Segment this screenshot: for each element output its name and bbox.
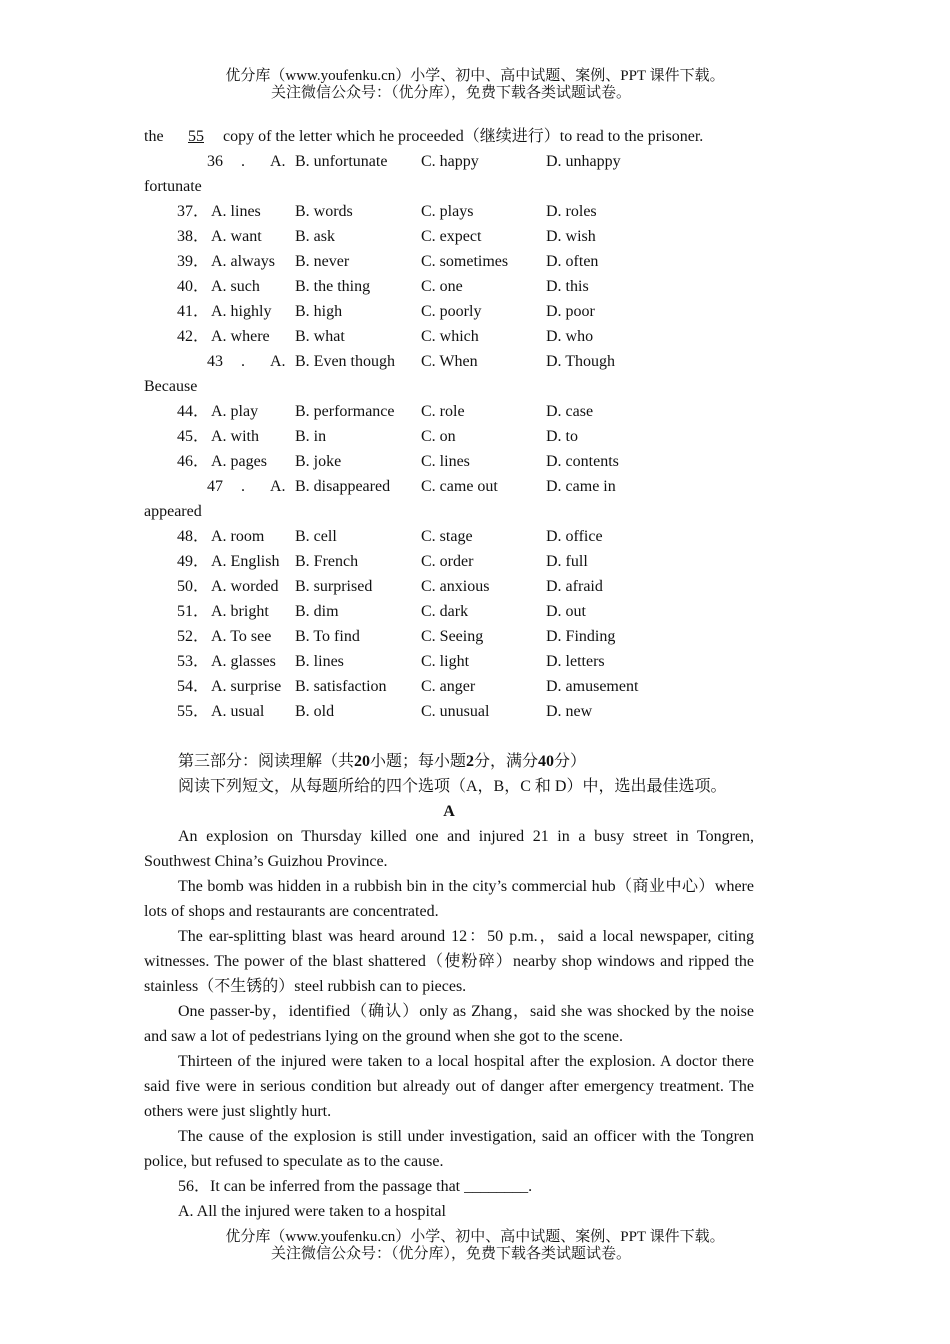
option-a-word: fortunate — [144, 178, 202, 195]
option-b: B. dim — [295, 603, 339, 620]
document-body — [144, 124, 754, 1224]
question-dot: . — [241, 478, 245, 495]
passage-paragraph: The cause of the explosion is still under investigation, said an officer with the Tongren police, but refused to speculate as to the cause. — [144, 1128, 754, 1170]
question-group-37-42 — [144, 199, 754, 349]
passage-paragraph: The bomb was hidden in a rubbish bin in the city’s commercial hub（商业中心）where lots of shops and restaurants are concentrated. — [144, 878, 754, 920]
question-row — [144, 599, 754, 624]
option-a: A. English — [211, 553, 280, 570]
question-43-wrap — [144, 374, 754, 399]
option-b: B. old — [295, 703, 335, 720]
option-c: C. Seeing — [421, 628, 484, 645]
option-a: A. To see — [211, 628, 272, 645]
option-b: B. French — [295, 553, 359, 570]
passage-paragraph: One passer-by，identified（确认）only as Zhang，said she was shocked by the noise and saw a lot of pedestrians lying on the ground when she got to the scene. — [144, 1003, 754, 1045]
question-36 — [144, 149, 754, 174]
option-d: D. office — [546, 528, 603, 545]
page-footer — [0, 1229, 950, 1263]
option-a: A. glasses — [211, 653, 276, 670]
option-a: A. room — [211, 528, 265, 545]
option-c: C. unusual — [421, 703, 490, 720]
spacer — [144, 724, 754, 749]
question-number: 36 — [207, 153, 223, 170]
question-56-option-a: A. All the injured were taken to a hospital — [178, 1203, 446, 1220]
question-number: 55． — [177, 703, 210, 720]
section-3-title: 第三部分：阅读理解（共20小题；每小题2分，满分40分） — [178, 753, 587, 770]
option-d: D. often — [546, 253, 599, 270]
option-c: C. poorly — [421, 303, 482, 320]
question-row — [144, 449, 754, 474]
option-d: D. roles — [546, 203, 597, 220]
option-d: D. new — [546, 703, 593, 720]
option-a: A. want — [211, 228, 262, 245]
question-number: 41． — [177, 303, 210, 320]
question-36-wrap — [144, 174, 754, 199]
option-d: D. Though — [546, 353, 616, 370]
option-a-label: A. — [270, 353, 286, 370]
header-line-2: 关注微信公众号：（优分库），免费下载各类试题试卷。 — [270, 85, 631, 101]
option-d: D. to — [546, 428, 578, 445]
option-c: C. expect — [421, 228, 482, 245]
option-c: C. order — [421, 553, 474, 570]
option-c: C. plays — [421, 203, 474, 220]
question-number: 38． — [177, 228, 210, 245]
option-b: B. joke — [295, 453, 342, 470]
question-43 — [144, 349, 754, 374]
footer-line-1: 优分库（www.youfenku.cn）小学、初中、高中试题、案例、PPT 课件下载。 — [225, 1229, 725, 1245]
option-c: C. stage — [421, 528, 473, 545]
question-number: 51． — [177, 603, 210, 620]
passage-title: A — [443, 803, 455, 820]
question-number: 42． — [177, 328, 210, 345]
option-b: B. Even though — [295, 353, 395, 370]
option-b: B. performance — [295, 403, 395, 420]
option-a: A. surprise — [211, 678, 282, 695]
option-a: A. usual — [211, 703, 265, 720]
option-a: A. bright — [211, 603, 269, 620]
question-row — [144, 549, 754, 574]
option-a: A. always — [211, 253, 275, 270]
option-d: D. Finding — [546, 628, 616, 645]
option-b: B. cell — [295, 528, 337, 545]
question-dot: . — [241, 353, 245, 370]
question-number: 48． — [177, 528, 210, 545]
option-a: A. where — [211, 328, 270, 345]
option-a: A. play — [211, 403, 259, 420]
question-row — [144, 574, 754, 599]
question-number: 44． — [177, 403, 210, 420]
option-d: D. who — [546, 328, 594, 345]
passage-paragraph: Thirteen of the injured were taken to a local hospital after the explosion. A doctor there said five were in serious condition but already out of danger after emergency treatment. The others were just slightly hurt. — [144, 1053, 754, 1120]
question-number: 49． — [177, 553, 210, 570]
option-c: C. sometimes — [421, 253, 509, 270]
option-b: B. To find — [295, 628, 360, 645]
page-header — [0, 68, 950, 102]
option-d: D. afraid — [546, 578, 603, 595]
option-c: C. happy — [421, 153, 479, 170]
option-c: C. dark — [421, 603, 469, 620]
option-b: B. in — [295, 428, 327, 445]
option-d: D. poor — [546, 303, 595, 320]
option-a: A. pages — [211, 453, 267, 470]
option-c: C. lines — [421, 453, 470, 470]
passage-paragraph: An explosion on Thursday killed one and injured 21 in a busy street in Tongren, Southwest China’s Guizhou Province. — [144, 828, 754, 870]
option-c: C. role — [421, 403, 465, 420]
option-a-label: A. — [270, 478, 286, 495]
option-d: D. wish — [546, 228, 596, 245]
option-b: B. ask — [295, 228, 335, 245]
option-a: A. worded — [211, 578, 279, 595]
option-a-word: appeared — [144, 503, 202, 520]
option-b: B. unfortunate — [295, 153, 388, 170]
intro-line — [144, 124, 754, 149]
option-c: C. one — [421, 278, 463, 295]
question-row — [144, 249, 754, 274]
question-47-wrap — [144, 499, 754, 524]
question-group-44-46 — [144, 399, 754, 474]
passage-body — [144, 824, 754, 1174]
question-row — [144, 424, 754, 449]
question-dot: . — [241, 153, 245, 170]
question-row — [144, 699, 754, 724]
question-56-stem: 56．It can be inferred from the passage that ________. — [178, 1178, 533, 1195]
option-d: D. case — [546, 403, 594, 420]
option-c: C. which — [421, 328, 479, 345]
intro-post: copy of the letter which he proceeded（继续进行）to read to the prisoner. — [223, 128, 704, 145]
option-b: B. what — [295, 328, 345, 345]
question-number: 40． — [177, 278, 210, 295]
option-a: A. such — [211, 278, 260, 295]
question-row — [144, 624, 754, 649]
option-c: C. anger — [421, 678, 476, 695]
option-d: D. unhappy — [546, 153, 621, 170]
option-c: C. When — [421, 353, 478, 370]
question-row — [144, 649, 754, 674]
option-a: A. highly — [211, 303, 272, 320]
option-b: B. the thing — [295, 278, 371, 295]
option-b: B. high — [295, 303, 343, 320]
question-number: 54． — [177, 678, 210, 695]
question-row — [144, 199, 754, 224]
option-b: B. surprised — [295, 578, 373, 595]
footer-line-2: 关注微信公众号：（优分库），免费下载各类试题试卷。 — [270, 1246, 631, 1262]
option-a-label: A. — [270, 153, 286, 170]
question-number: 43 — [207, 353, 223, 370]
option-a-word: Because — [144, 378, 198, 395]
question-number: 47 — [207, 478, 223, 495]
question-number: 45． — [177, 428, 210, 445]
question-row — [144, 299, 754, 324]
option-d: D. amusement — [546, 678, 639, 695]
option-d: D. came in — [546, 478, 616, 495]
option-b: B. lines — [295, 653, 344, 670]
question-group-48-55 — [144, 524, 754, 724]
question-row — [144, 324, 754, 349]
intro-blank: 55 — [188, 128, 204, 145]
section-3-instruction: 阅读下列短文，从每题所给的四个选项（A，B，C 和 D）中，选出最佳选项。 — [178, 778, 727, 795]
option-c: C. anxious — [421, 578, 490, 595]
header-line-1: 优分库（www.youfenku.cn）小学、初中、高中试题、案例、PPT 课件下载。 — [225, 68, 725, 84]
option-b: B. never — [295, 253, 350, 270]
question-number: 53． — [177, 653, 210, 670]
option-d: D. out — [546, 603, 586, 620]
option-c: C. light — [421, 653, 470, 670]
question-row — [144, 674, 754, 699]
intro-pre: the — [144, 128, 164, 145]
option-a: A. lines — [211, 203, 261, 220]
question-row — [144, 524, 754, 549]
option-d: D. letters — [546, 653, 605, 670]
question-row — [144, 399, 754, 424]
option-b: B. disappeared — [295, 478, 391, 495]
question-47 — [144, 474, 754, 499]
question-number: 50． — [177, 578, 210, 595]
option-c: C. came out — [421, 478, 498, 495]
option-d: D. contents — [546, 453, 619, 470]
option-d: D. full — [546, 553, 588, 570]
question-number: 39． — [177, 253, 210, 270]
option-d: D. this — [546, 278, 589, 295]
question-row — [144, 274, 754, 299]
passage-paragraph: The ear-splitting blast was heard around 12：50 p.m.，said a local newspaper, citing witnesses. The power of the blast shattered（使粉碎）nearby shop windows and ripped the stainless（不生锈的）steel rubbish can to pieces. — [144, 928, 754, 995]
question-row — [144, 224, 754, 249]
question-number: 46． — [177, 453, 210, 470]
option-a: A. with — [211, 428, 259, 445]
option-c: C. on — [421, 428, 456, 445]
option-b: B. satisfaction — [295, 678, 387, 695]
question-number: 37． — [177, 203, 210, 220]
question-number: 52． — [177, 628, 210, 645]
option-b: B. words — [295, 203, 353, 220]
